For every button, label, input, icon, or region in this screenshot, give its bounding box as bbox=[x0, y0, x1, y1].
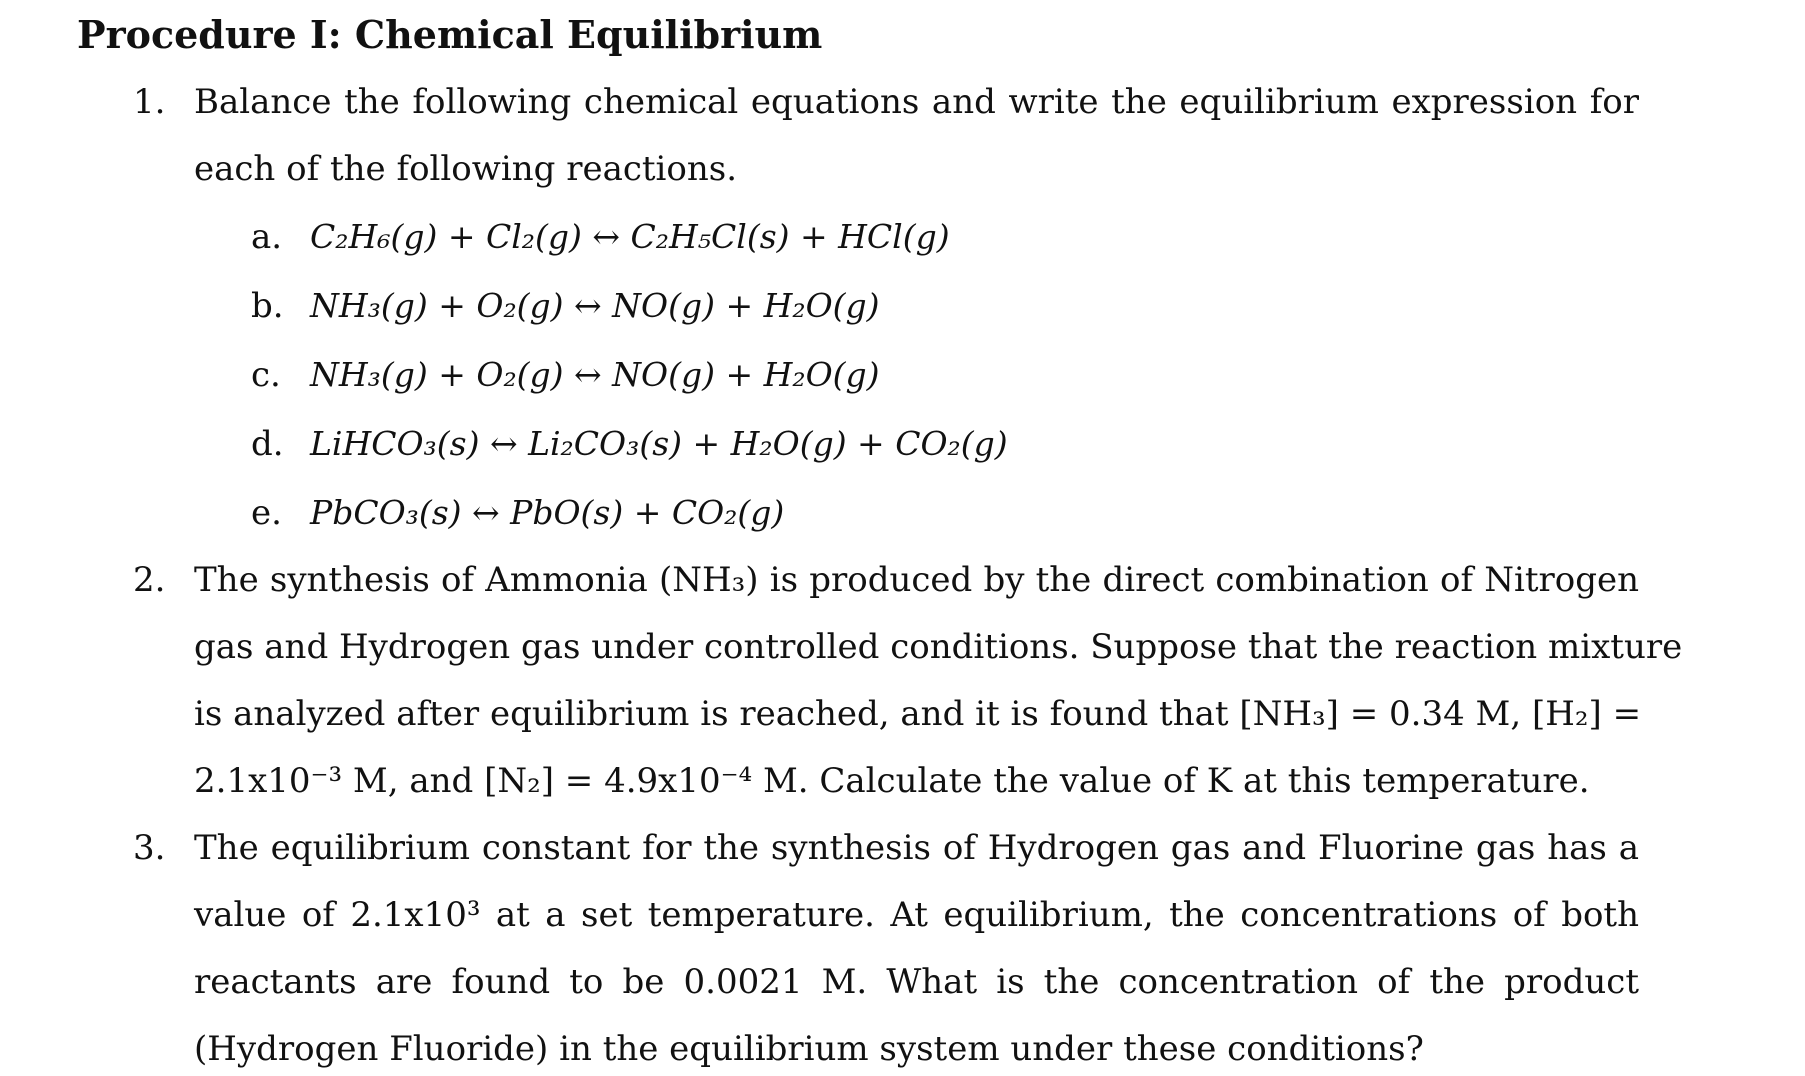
question-2-number: 2. bbox=[133, 560, 166, 600]
question-2-line-1: The synthesis of Ammonia (NH₃) is produced by the direct combination of Nitrogen bbox=[194, 560, 1639, 600]
item-a-equation: C₂H₆(g) + Cl₂(g) ↔ C₂H₅Cl(s) + HCl(g) bbox=[310, 217, 950, 256]
question-3-line-4: (Hydrogen Fluoride) in the equilibrium system under these conditions? bbox=[194, 1029, 1424, 1069]
question-1-line-2: each of the following reactions. bbox=[194, 149, 738, 189]
question-2-line-3: is analyzed after equilibrium is reached, and it is found that [NH₃] = 0.34 M, [H₂] = bbox=[194, 694, 1642, 734]
question-3-number: 3. bbox=[133, 828, 166, 868]
page-title: Procedure I: Chemical Equilibrium bbox=[77, 12, 823, 57]
item-d-equation: LiHCO₃(s) ↔ Li₂CO₃(s) + H₂O(g) + CO₂(g) bbox=[310, 424, 1008, 463]
question-2-line-2: gas and Hydrogen gas under controlled conditions. Suppose that the reaction mixture bbox=[194, 627, 1683, 667]
question-1-number: 1. bbox=[133, 82, 166, 122]
item-a-letter: a. bbox=[251, 217, 283, 257]
item-c-letter: c. bbox=[251, 355, 281, 395]
item-e-equation: PbCO₃(s) ↔ PbO(s) + CO₂(g) bbox=[310, 493, 785, 532]
item-c-equation: NH₃(g) + O₂(g) ↔ NO(g) + H₂O(g) bbox=[310, 355, 880, 394]
question-1-line-1: Balance the following chemical equations and write the equilibrium expression for bbox=[194, 82, 1639, 122]
item-d-letter: d. bbox=[251, 424, 284, 464]
question-2-line-4: 2.1x10⁻³ M, and [N₂] = 4.9x10⁻⁴ M. Calculate the value of K at this temperature. bbox=[194, 761, 1590, 801]
item-e-letter: e. bbox=[251, 493, 282, 533]
question-3-line-3: reactants are found to be 0.0021 M. What is the concentration of the product bbox=[194, 962, 1639, 1002]
question-3-line-1: The equilibrium constant for the synthesis of Hydrogen gas and Fluorine gas has a bbox=[194, 828, 1639, 868]
question-3-line-2: value of 2.1x10³ at a set temperature. At equilibrium, the concentrations of both bbox=[194, 895, 1639, 935]
item-b-letter: b. bbox=[251, 286, 284, 326]
item-b-equation: NH₃(g) + O₂(g) ↔ NO(g) + H₂O(g) bbox=[310, 286, 880, 325]
